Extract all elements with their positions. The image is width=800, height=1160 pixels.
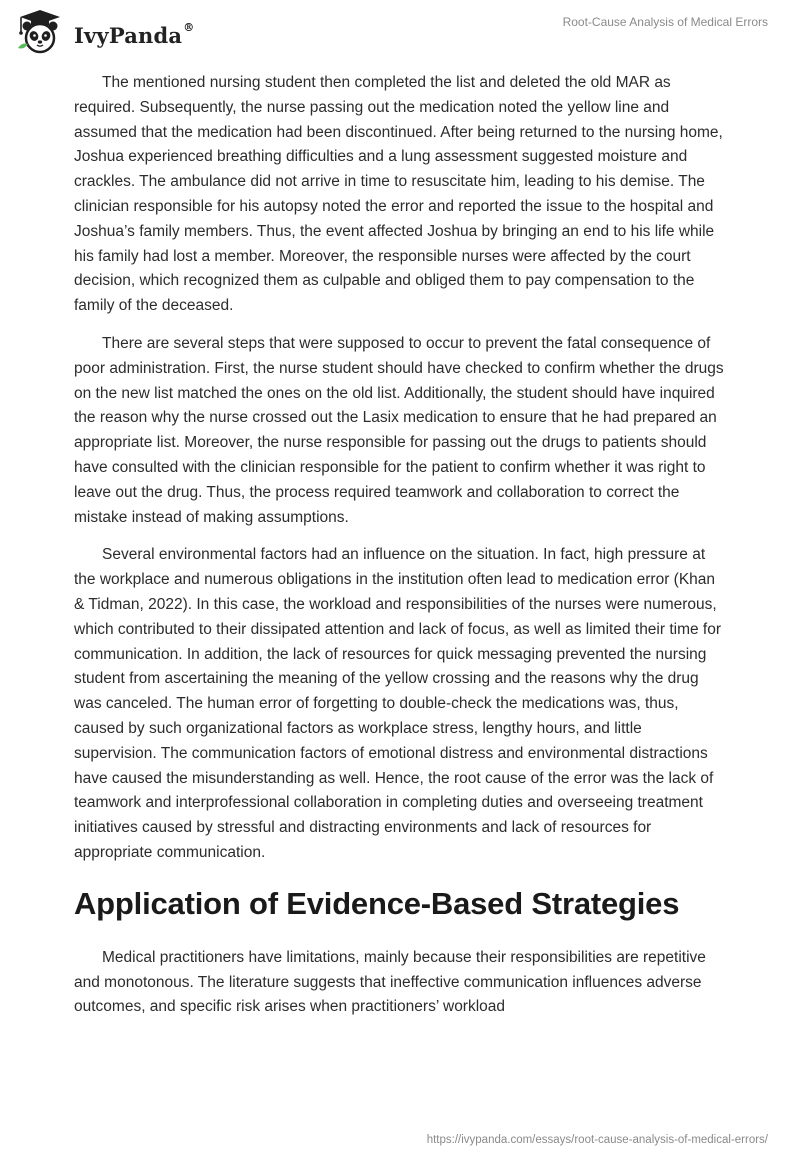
document-title: Root-Cause Analysis of Medical Errors [562,15,768,29]
ivypanda-logo[interactable] [14,8,194,56]
section-heading: Application of Evidence-Based Strategies [74,885,680,921]
essay-content [74,71,724,1033]
brand-name: IvyPanda® [74,20,195,48]
panda-graduation-cap-icon [14,8,70,56]
body-paragraph-2: There are several steps that were supposed to occur to prevent the fatal consequence of poor administration. First, the nurse student should have checked to confirm whether the drugs on the new list matched the ones on the old list. Additionally, the student should have inquired the reason why the nurse crossed out the Lasix medication to ensure that he had prepared an appropriate list. Moreover, the nurse responsible for passing out the drugs to patients should have consulted with the clinician responsible for the patient to confirm whether it was right to leave out the drug. Thus, the process required teamwork and collaboration to correct the mistake instead of making assumptions. [74,334,724,526]
footer-url-link[interactable]: https://ivypanda.com/essays/root-cause-analysis-of-medical-errors/ [426,1134,768,1146]
page-header [0,0,800,60]
body-paragraph-1: The mentioned nursing student then completed the list and deleted the old MAR as required. Subsequently, the nurse passing out the medication noted the yellow line and assumed that the medication had been discontinued. After being returned to the nursing home, Joshua experienced breathing difficulties and a lung assessment suggested moisture and crackles. The ambulance did not arrive in time to resuscitate him, leading to his demise. The clinician responsible for his autopsy noted the error and reported the issue to the hospital and Joshua’s family members. Thus, the event affected Joshua by bringing an end to his life while his family had lost a member. Moreover, the responsible nurses were affected by the court decision, which recognized them as culpable and obliged them to pay compensation to the family of the deceased. [74,74,723,315]
section-paragraph: Medical practitioners have limitations, mainly because their responsibilities are repetitive and monotonous. The literature suggests that ineffective communication influences adverse outcomes, and specific risk arises when practitioners’ workload [74,948,706,1016]
body-paragraph-3: Several environmental factors had an influence on the situation. In fact, high pressure at the workplace and numerous obligations in the institution often lead to medication error (Khan & Tidman, 2022). In this case, the workload and responsibilities of the nurses were numerous, which contributed to their dissipated attention and lack of focus, as well as limited their time for communication. In addition, the lack of resources for quick messaging prevented the nursing student from ascertaining the meaning of the yellow crossing and the reasons why the drug was canceled. The human error of forgetting to double-check the medications was, thus, caused by such organizational factors as workplace stress, lengthy hours, and little supervision. The communication factors of emotional distress and environmental distractions have caused the misunderstanding as well. Hence, the root cause of the error was the lack of teamwork and interprofessional collaboration in completing duties and overseeing treatment initiatives caused by stressful and distracting environments and lack of resources for appropriate communication. [74,546,722,861]
